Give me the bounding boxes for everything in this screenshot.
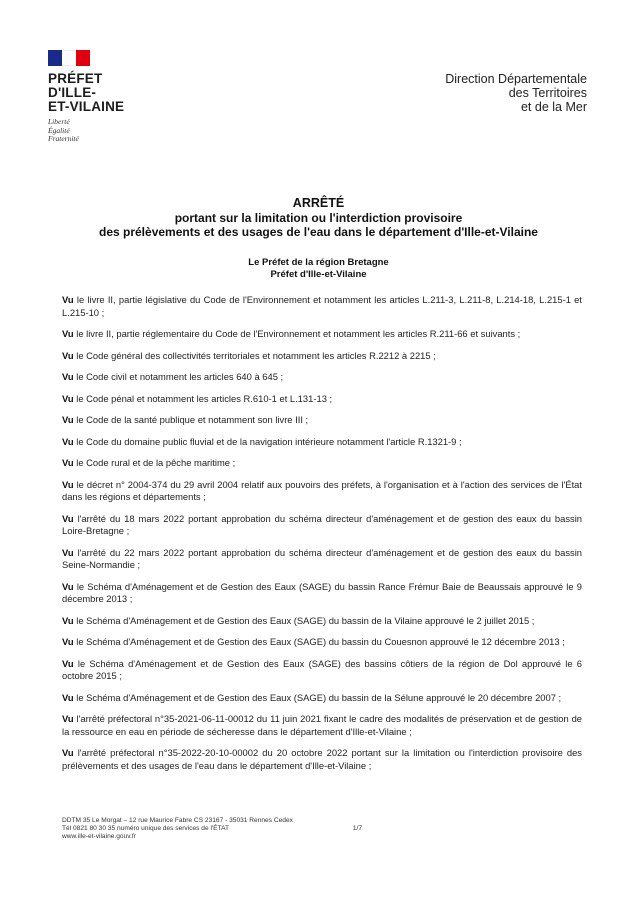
visa-lead: Vu bbox=[62, 392, 74, 404]
visa-text: le Code pénal et notamment les articles R.610-1 et L.131-13 ; bbox=[73, 392, 333, 404]
visa-paragraph bbox=[62, 328, 582, 341]
direction-line-3: et de la Mer bbox=[520, 100, 587, 114]
visa-paragraph bbox=[62, 457, 582, 470]
visa-paragraph bbox=[62, 581, 582, 606]
visa-lead: Vu bbox=[62, 457, 74, 468]
footer-address: DDTM 35 Le Morgat – 12 rue Maurice Fabre CS 23167 - 35031 Rennes Cedex bbox=[62, 817, 293, 824]
prefect-name: PRÉFET D'ILLE- ET-VILAINE bbox=[48, 71, 125, 114]
visa-paragraph bbox=[62, 371, 582, 384]
visa-lead: Vu bbox=[62, 349, 74, 361]
visa-text: le Code civil et notamment les articles 640 à 645 ; bbox=[73, 371, 284, 382]
visa-lead: Vu bbox=[62, 371, 74, 382]
page-number: 1/7 bbox=[352, 825, 362, 833]
visa-lead: Vu bbox=[62, 580, 74, 592]
visa-lead: Vu bbox=[62, 328, 74, 339]
visa-paragraph bbox=[62, 692, 582, 705]
visa-text: le Schéma d'Aménagement et de Gestion des Eaux (SAGE) du bassin Rance Frémur Baie de Beaussais approuvé le 9 décembre 2013 ; bbox=[62, 580, 582, 604]
page-footer bbox=[62, 817, 582, 842]
prefecture-logo bbox=[48, 50, 148, 144]
visa-lead: Vu bbox=[62, 657, 74, 669]
republic-motto bbox=[48, 118, 148, 144]
footer-website: www.ille-et-vilaine.gouv.fr bbox=[62, 833, 136, 841]
visa-paragraph bbox=[62, 350, 582, 363]
issuing-authority bbox=[0, 257, 637, 281]
visa-lead: Vu bbox=[62, 691, 74, 703]
visa-paragraph bbox=[62, 547, 582, 572]
title-line-2: portant sur la limitation ou l'interdiction provisoire bbox=[174, 211, 463, 225]
visa-paragraph bbox=[62, 658, 582, 683]
visa-text: le Code du domaine public fluvial et de la navigation intérieure notamment l'article R.1321-9 ; bbox=[73, 435, 462, 447]
visa-lead: Vu bbox=[62, 614, 74, 626]
visa-lead: Vu bbox=[62, 512, 74, 524]
document-title bbox=[0, 196, 637, 239]
motto-liberte: Liberté bbox=[48, 117, 70, 126]
visa-text: le livre II, partie législative du Code de l'Environnement et notamment les articles L.211-3, L.211-8, L.214-18, L.215-1 et L.215-10 ; bbox=[62, 294, 582, 318]
visa-lead: Vu bbox=[62, 636, 74, 647]
visa-text: le décret n° 2004-374 du 29 avril 2004 relatif aux pouvoirs des préfets, à l'organisation et à l'action des services de l'État dans les régions et départements ; bbox=[62, 478, 582, 502]
title-line-3: des prélèvements et des usages de l'eau dans le département d'Ille-et-Vilaine bbox=[99, 225, 538, 239]
motto-fraternite: Fraternité bbox=[48, 134, 79, 143]
visa-paragraph bbox=[62, 393, 582, 406]
visa-paragraph bbox=[62, 436, 582, 449]
visa-text: le Code de la santé publique et notamment son livre III ; bbox=[73, 414, 309, 425]
direction-line-2: des Territoires bbox=[508, 86, 587, 100]
visa-paragraph bbox=[62, 294, 582, 319]
visa-paragraph bbox=[62, 479, 582, 504]
visas-list bbox=[62, 294, 582, 781]
visa-lead: Vu bbox=[62, 546, 74, 558]
direction-line-1: Direction Départementale bbox=[445, 72, 587, 86]
authority-line-2: Préfet d'Ille-et-Vilaine bbox=[270, 269, 367, 280]
visa-text: le Schéma d'Aménagement et de Gestion des Eaux (SAGE) du bassin du Couesnon approuvé le 12 décembre 2013 ; bbox=[73, 636, 565, 647]
marianne-flag-icon bbox=[48, 50, 90, 66]
visa-text: le Schéma d'Aménagement et de Gestion des Eaux (SAGE) du bassin de la Vilaine approuvé le 2 juillet 2015 ; bbox=[73, 614, 535, 626]
visa-paragraph bbox=[62, 713, 582, 738]
visa-paragraph bbox=[62, 414, 582, 427]
visa-paragraph bbox=[62, 747, 582, 772]
visa-text: le Code général des collectivités territoriales et notamment les articles R.2212 à 2215 ; bbox=[73, 349, 436, 361]
footer-phone: Tél 0821 80 30 35 numéro unique des services de l'ÉTAT bbox=[62, 825, 230, 833]
visa-lead: Vu bbox=[62, 414, 74, 425]
visa-text: l'arrêté préfectoral n°35-2021-06-11-00012 du 11 juin 2021 fixant le cadre des modalités de préservation et de gestion de la ressource en eau en période de sécheresse dans le département d'Ille-et-Vilaine ; bbox=[62, 713, 582, 737]
visa-lead: Vu bbox=[62, 747, 74, 758]
visa-lead: Vu bbox=[62, 294, 74, 305]
visa-text: le livre II, partie réglementaire du Code de l'Environnement et notamment les articles R.211-66 et suivants ; bbox=[73, 328, 521, 339]
authority-line-1: Le Préfet de la région Bretagne bbox=[248, 257, 389, 268]
visa-lead: Vu bbox=[62, 435, 74, 447]
title-line-1: ARRÊTÉ bbox=[292, 196, 345, 210]
visa-paragraph bbox=[62, 636, 582, 649]
issuing-direction bbox=[445, 72, 587, 114]
visa-lead: Vu bbox=[62, 713, 74, 724]
visa-lead: Vu bbox=[62, 478, 74, 490]
visa-text: l'arrêté du 22 mars 2022 portant approbation du schéma directeur d'aménagement et de gestion des eaux du bassin Seine-Normandie ; bbox=[62, 546, 582, 570]
visa-text: le Schéma d'Aménagement et de Gestion des Eaux (SAGE) du bassin de la Sélune approuvé le 20 décembre 2007 ; bbox=[73, 691, 562, 703]
visa-paragraph bbox=[62, 615, 582, 628]
visa-text: l'arrêté préfectoral n°35-2022-20-10-00002 du 20 octobre 2022 portant sur la limitation ou l'interdiction provisoire des prélèvements et des usages de l'eau dans le département d'Ille-et-Vilaine ; bbox=[62, 747, 582, 771]
visa-text: le Schéma d'Aménagement et de Gestion des Eaux (SAGE) des bassins côtiers de la région de Dol approuvé le 6 octobre 2015 ; bbox=[62, 657, 582, 681]
visa-paragraph bbox=[62, 513, 582, 538]
visa-text: l'arrêté du 18 mars 2022 portant approbation du schéma directeur d'aménagement et de gestion des eaux du bassin Loire-Bretagne ; bbox=[62, 512, 582, 536]
motto-egalite: Égalité bbox=[48, 125, 70, 135]
visa-text: le Code rural et de la pêche maritime ; bbox=[73, 457, 236, 468]
